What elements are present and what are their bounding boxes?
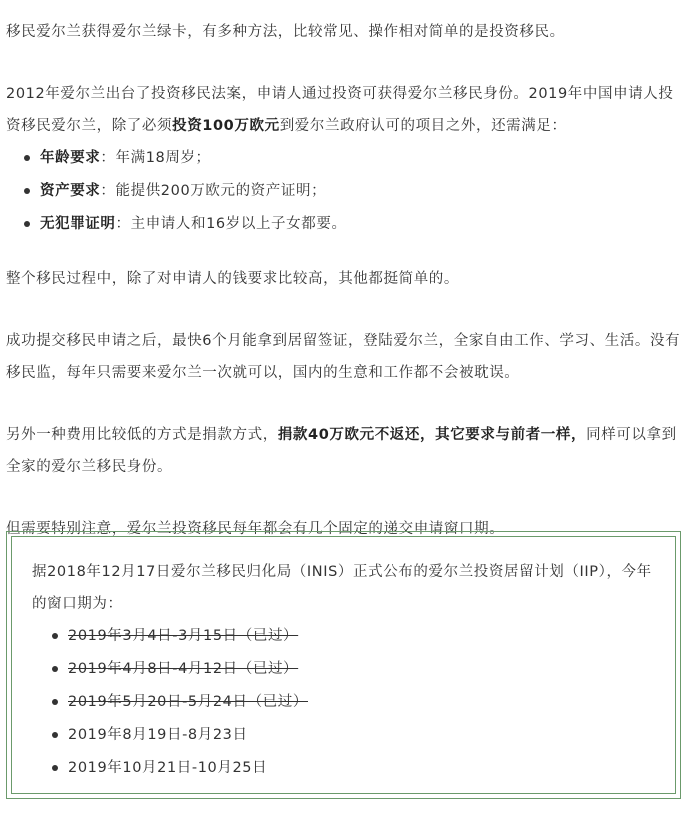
list-item [50, 653, 655, 686]
donation-amount: 捐款40万欧元不返还，其它要求与前者一样， [277, 427, 587, 443]
requirement-label: 无犯罪证明 [40, 216, 116, 232]
requirement-text: ：能提供200万欧元的资产证明； [100, 183, 327, 199]
list-item [22, 142, 682, 175]
window-date: 2019年8月19日-8月23日 [68, 727, 248, 743]
requirement-label: 资产要求 [40, 183, 101, 199]
donation-text-a: 另外一种费用比较低的方式是捐款方式， [6, 427, 278, 443]
timeline-paragraph: 成功提交移民申请之后，最快6个月能拿到居留签证，登陆爱尔兰，全家自由工作、学习、生活。没有移民监，每年只需要来爱尔兰一次就可以，国内的生意和工作都不会被耽误。 [6, 333, 681, 381]
list-item [50, 686, 655, 719]
window-period-box-inner [11, 536, 676, 794]
investment-amount: 投资100万欧元 [172, 118, 280, 134]
list-item [50, 752, 655, 785]
box-intro: 据2018年12月17日爱尔兰移民归化局（INIS）正式公布的爱尔兰投资居留计划（IIP），今年的窗口期为： [32, 564, 652, 612]
list-item [50, 620, 655, 653]
article [0, 16, 688, 545]
window-date-expired: 2019年5月20日-5月24日（已过） [68, 694, 308, 710]
requirements-list [6, 142, 682, 241]
window-date-expired: 2019年3月4日-3月15日（已过） [68, 628, 299, 644]
window-date-expired: 2019年4月8日-4月12日（已过） [68, 661, 299, 677]
requirement-label: 年龄要求 [40, 150, 101, 166]
window-period-box [6, 531, 681, 799]
donation-text-b: 同样可以拿到全家的爱尔兰移民身份。 [6, 427, 677, 475]
window-list [32, 620, 655, 785]
investment-paragraph [6, 78, 682, 142]
investment-text-a: 2012年爱尔兰出台了投资移民法案，申请人通过投资可获得爱尔兰移民身份。2019年中国申请人投资移民爱尔兰，除了必须 [6, 86, 674, 134]
list-item [22, 208, 682, 241]
intro-paragraph: 移民爱尔兰获得爱尔兰绿卡，有多种方法，比较常见、操作相对简单的是投资移民。 [6, 24, 565, 40]
list-item [50, 719, 655, 752]
donation-paragraph [6, 419, 682, 483]
list-item [22, 175, 682, 208]
requirement-text: ：主申请人和16岁以上子女都要。 [115, 216, 347, 232]
window-date: 2019年10月21日-10月25日 [68, 760, 268, 776]
requirement-text: ：年满18周岁； [100, 150, 211, 166]
notice-paragraph: 但需要特别注意，爱尔兰投资移民每年都会有几个固定的递交申请窗口期。 [6, 521, 505, 537]
summary-paragraph: 整个移民过程中，除了对申请人的钱要求比较高，其他都挺简单的。 [6, 271, 459, 287]
investment-text-b: 到爱尔兰政府认可的项目之外，还需满足： [279, 118, 567, 134]
